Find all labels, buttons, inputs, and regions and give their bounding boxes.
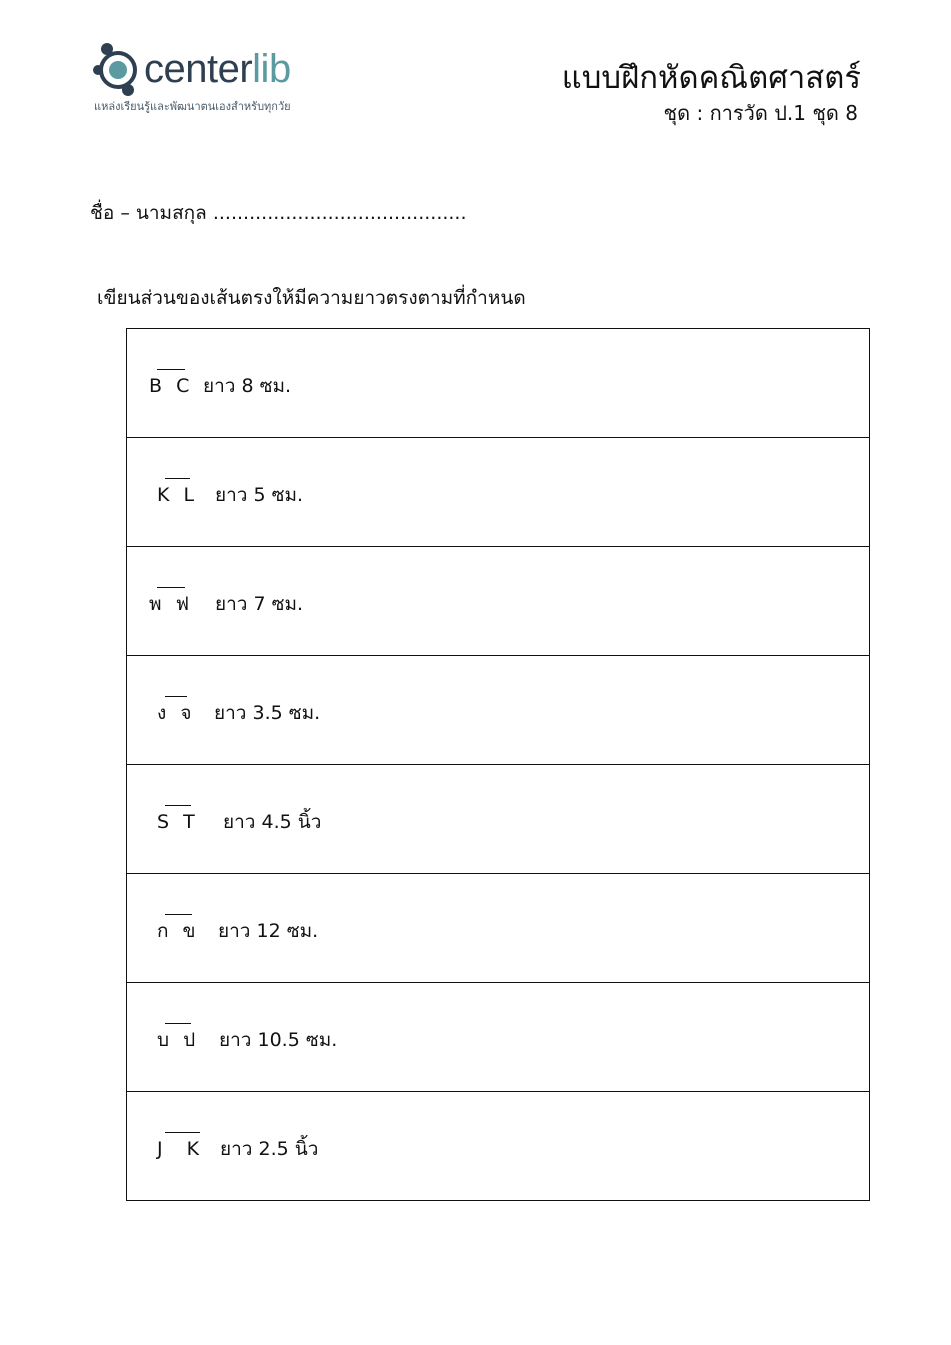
segment-label: ก ข <box>157 918 200 944</box>
segment-overline <box>165 1132 200 1133</box>
segment-overline <box>157 369 185 370</box>
segment-overline <box>165 478 190 479</box>
length-text: ยาว 4.5 นิ้ว <box>223 811 322 833</box>
instruction-text: เขียนส่วนของเส้นตรงให้มีความยาวตรงตามที่กำหนด <box>97 287 526 309</box>
segment-label: ง จ <box>157 700 195 726</box>
page-subtitle: ชุด : การวัด ป.1 ชุด 8 <box>663 101 858 125</box>
exercise-row <box>127 765 869 874</box>
network-dots-icon <box>92 42 142 98</box>
exercise-row <box>127 329 869 438</box>
length-text: ยาว 5 ซม. <box>215 484 304 506</box>
brand-logo <box>92 42 352 118</box>
segment-overline <box>165 914 192 915</box>
segment-label: พ ฟ <box>149 591 193 617</box>
segment-label: S T <box>157 809 199 835</box>
student-name-line: ชื่อ – นามสกุล .......................................... <box>90 202 467 224</box>
exercise-row <box>127 1092 869 1201</box>
exercise-row <box>127 547 869 656</box>
segment-label: บ ป <box>157 1027 199 1053</box>
length-text: ยาว 12 ซม. <box>218 920 319 942</box>
length-text: ยาว 8 ซม. <box>203 375 292 397</box>
exercise-table <box>126 328 870 1201</box>
brand-wordmark: centerlib <box>144 47 291 91</box>
segment-overline <box>165 1023 191 1024</box>
segment-overline <box>165 696 187 697</box>
segment-label: B C <box>149 373 193 399</box>
length-text: ยาว 2.5 นิ้ว <box>220 1138 319 1160</box>
exercise-row <box>127 438 869 547</box>
length-text: ยาว 10.5 ซม. <box>219 1029 338 1051</box>
segment-overline <box>157 587 185 588</box>
length-text: ยาว 7 ซม. <box>215 593 304 615</box>
exercise-row <box>127 983 869 1092</box>
exercise-row <box>127 874 869 983</box>
segment-overline <box>165 805 191 806</box>
length-text: ยาว 3.5 ซม. <box>214 702 321 724</box>
segment-label: J K <box>157 1136 208 1162</box>
exercise-row <box>127 656 869 765</box>
segment-label: K L <box>157 482 198 508</box>
page-title: แบบฝึกหัดคณิตศาสตร์ <box>561 60 861 96</box>
brand-tagline: แหล่งเรียนรู้และพัฒนาตนเองสำหรับทุกวัย <box>94 100 291 113</box>
